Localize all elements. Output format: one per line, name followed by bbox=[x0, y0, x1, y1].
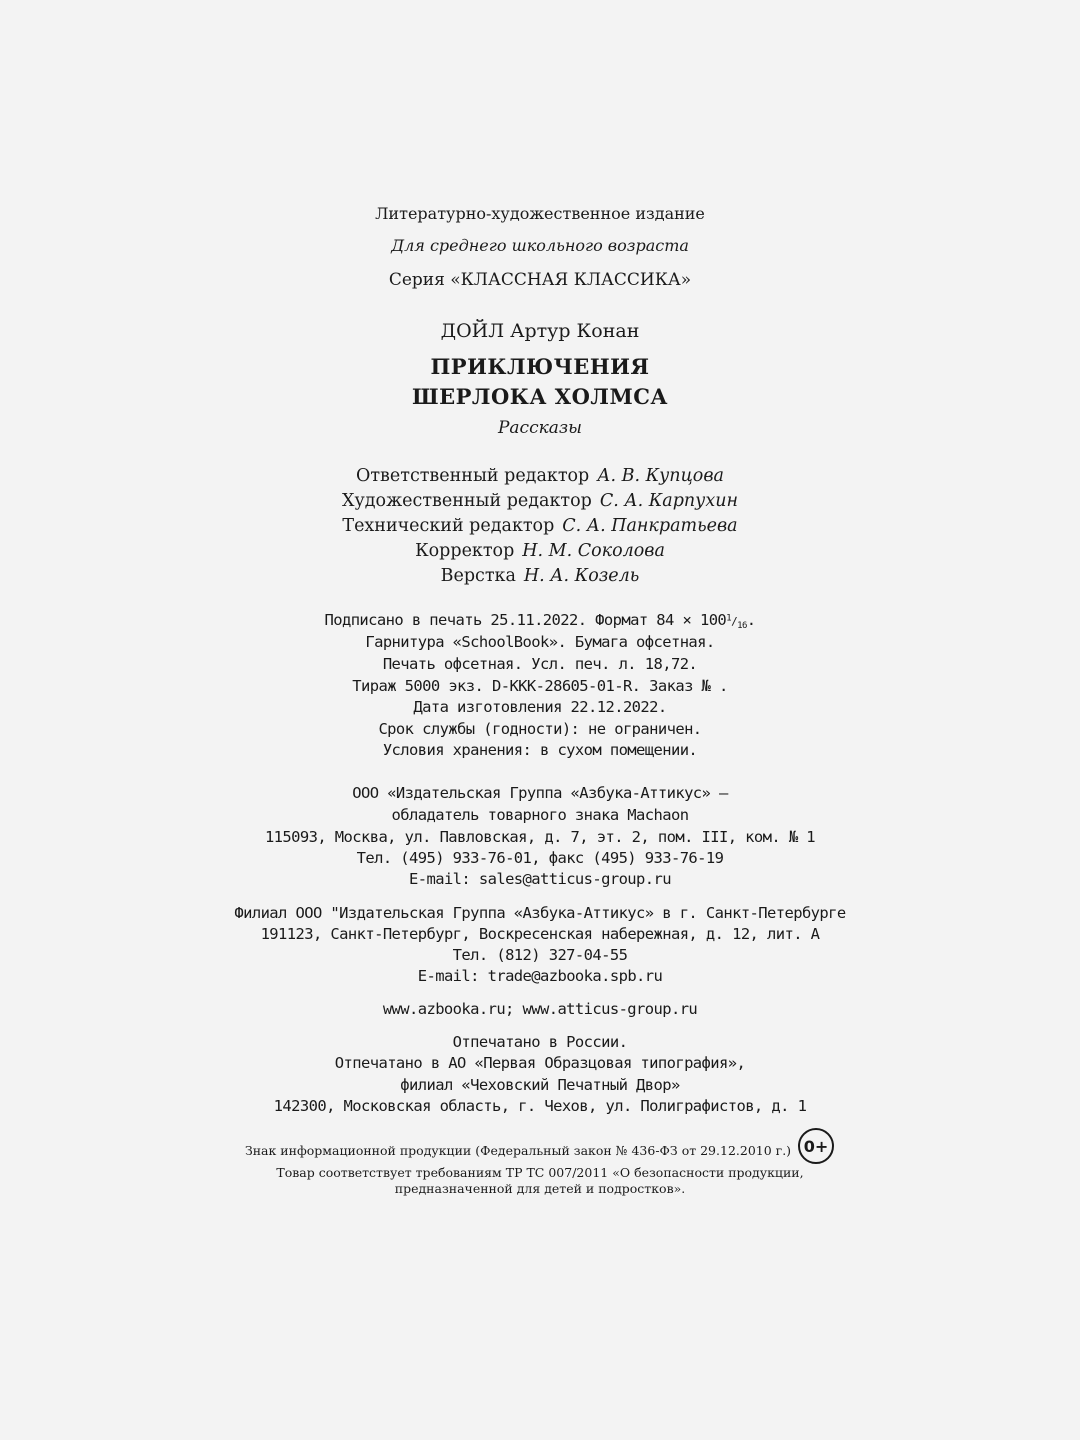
format-fraction-num: 1 bbox=[726, 612, 732, 624]
compliance-line-1: Товар соответствует требованиям ТР ТС 007/2011 «О безопасности продукции, bbox=[276, 1165, 804, 1180]
staff-role: Корректор bbox=[415, 541, 515, 561]
print-signed bbox=[0, 613, 1080, 631]
compliance-line-2: предназначенной для детей и подростков». bbox=[394, 1181, 686, 1196]
staff-role: Технический редактор bbox=[342, 516, 555, 536]
staff-role: Ответственный редактор bbox=[356, 466, 590, 486]
typeface: Гарнитура «SchoolBook». Бумага офсетная. bbox=[365, 633, 715, 651]
websites: www.azbooka.ru; www.atticus-group.ru bbox=[382, 1000, 698, 1018]
audience: Для среднего школьного возраста bbox=[391, 236, 689, 255]
staff-row bbox=[0, 518, 1080, 536]
format-fraction: $^1/_{16}$ bbox=[726, 612, 747, 632]
series: Серия «КЛАССНАЯ КЛАССИКА» bbox=[388, 270, 692, 290]
age-rating-badge: 0+ bbox=[798, 1128, 834, 1164]
format-end: . bbox=[746, 611, 756, 629]
printer-country: Отпечатано в России. bbox=[452, 1033, 628, 1051]
publisher-phone: Тел. (495) 933-76-01, факс (495) 933-76-19 bbox=[356, 849, 724, 867]
staff-name: С. А. Карпухин bbox=[599, 491, 738, 511]
shelf-life: Срок службы (годности): не ограничен. bbox=[378, 720, 702, 738]
printer-branch: филиал «Чеховский Печатный Двор» bbox=[400, 1076, 680, 1094]
print-signed-text: Подписано в печать 25.11.2022. Формат 84 × 100 bbox=[324, 611, 727, 629]
title-line-1: ПРИКЛЮЧЕНИЯ bbox=[430, 354, 650, 379]
staff-name: Н. М. Соколова bbox=[522, 541, 665, 561]
printer-name: Отпечатано в АО «Первая Образцовая типография», bbox=[334, 1054, 746, 1072]
branch-email: E-mail: trade@azbooka.spb.ru bbox=[417, 967, 663, 985]
edition-type: Литературно-художественное издание bbox=[375, 204, 705, 223]
publisher-name: ООО «Издательская Группа «Азбука-Аттикус» – bbox=[352, 784, 728, 802]
title-line-2: ШЕРЛОКА ХОЛМСА bbox=[411, 384, 669, 409]
made-date: Дата изготовления 22.12.2022. bbox=[413, 698, 667, 716]
publisher-email: E-mail: sales@atticus-group.ru bbox=[409, 870, 671, 888]
print-type: Печать офсетная. Усл. печ. л. 18,72. bbox=[382, 655, 698, 673]
staff-row bbox=[0, 568, 1080, 586]
storage: Условия хранения: в сухом помещении. bbox=[382, 741, 698, 759]
print-run: Тираж 5000 экз. D-KKK-28605-01-R. Заказ № . bbox=[352, 677, 728, 695]
branch-phone: Тел. (812) 327-04-55 bbox=[452, 946, 628, 964]
staff-name: С. А. Панкратьева bbox=[562, 516, 738, 536]
publisher-address: 115093, Москва, ул. Павловская, д. 7, эт. 2, пом. III, ком. № 1 bbox=[264, 828, 816, 846]
genre: Рассказы bbox=[497, 418, 583, 438]
staff-row bbox=[0, 468, 1080, 486]
staff-role: Художественный редактор bbox=[342, 491, 592, 511]
branch-address: 191123, Санкт-Петербург, Воскресенская набережная, д. 12, лит. А bbox=[260, 925, 820, 943]
publisher-trademark: обладатель товарного знака Machaon bbox=[391, 806, 689, 824]
staff-name: А. В. Купцова bbox=[597, 466, 724, 486]
staff-row bbox=[0, 543, 1080, 561]
staff-role: Верстка bbox=[440, 566, 516, 586]
format-fraction-den: 16 bbox=[737, 621, 747, 632]
branch-name: Филиал ООО "Издательская Группа «Азбука-Аттикус» в г. Санкт-Петербурге bbox=[234, 904, 846, 922]
printer-address: 142300, Московская область, г. Чехов, ул. Полиграфистов, д. 1 bbox=[273, 1097, 807, 1115]
staff-name: Н. А. Козель bbox=[523, 566, 640, 586]
info-mark: Знак информационной продукции (Федеральный закон № 436-ФЗ от 29.12.2010 г.) bbox=[244, 1143, 792, 1158]
staff-row bbox=[0, 493, 1080, 511]
author: ДОЙЛ Артур Конан bbox=[440, 320, 640, 342]
